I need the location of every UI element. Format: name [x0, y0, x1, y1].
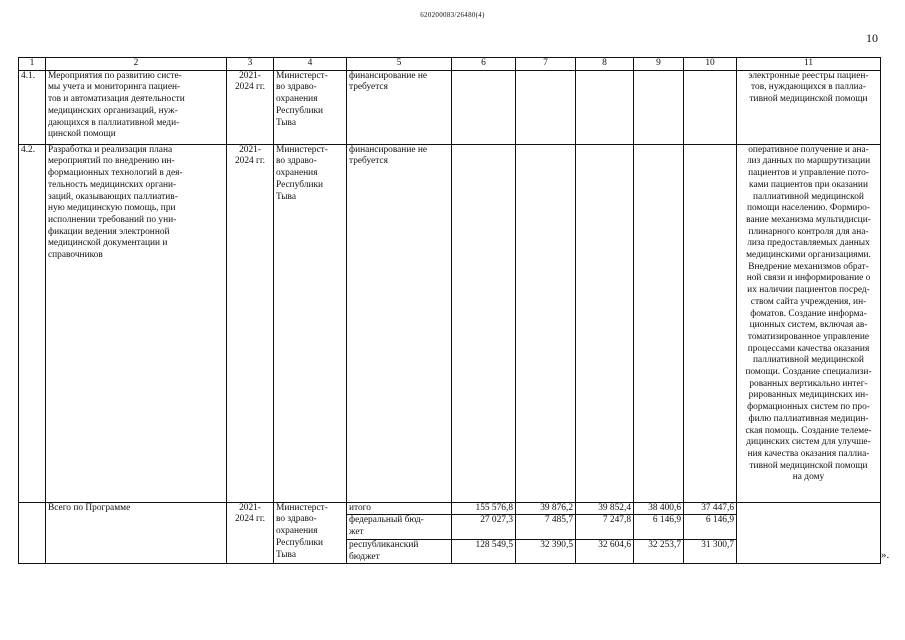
- value-cell: [634, 144, 684, 502]
- result-cell: [737, 502, 881, 564]
- value-cell: 6 146,9: [634, 515, 684, 539]
- closing-quote-mark: ».: [881, 549, 890, 561]
- result-cell: оперативное получение и ана- лиз данных по маршрутизации пациентов и управление пото- ками пациентов при оказании паллиативной медицинской помощи населению. Формиро- вание механизма мультидисци- плинарного контроля для ана- лиза предоставляемых данных медицинскими организациями. Внедрение механизмов обрат- ной связи и информирование о их наличии пациентов посред- ством сайта учреждения, ин- фоматов. Создание информа- ционных систем, включая ав- томатизированное управление процессами качества оказания паллиативной медицинской помощи. Создание специализи- рованных вертикально интег- рированных медицинских ин- формационных систем по про- филю паллиативная медицин- ская помощь. Создание телеме- дицинских систем для улучше- ния качества оказания паллиа- тивной медицинской помощи на дому: [737, 144, 881, 502]
- column-header: 9: [634, 58, 684, 71]
- page-number: 10: [866, 31, 878, 45]
- column-header: 3: [227, 58, 274, 71]
- value-cell: 6 146,9: [684, 515, 737, 539]
- value-cell: 38 400,6: [634, 502, 684, 515]
- activity-cell: Мероприятия по развитию систе- мы учета и мониторинга пациен- тов и автоматизация деятельности медицинских организаций, нуж- дающихся в паллиативной меди- цинской помощи: [46, 70, 227, 144]
- result-cell: электронные реестры пациен- тов, нуждающихся в паллиа- тивной медицинской помощи: [737, 70, 881, 144]
- value-cell: 39 876,2: [516, 502, 576, 515]
- period-cell: 2021- 2024 гг.: [227, 502, 274, 564]
- total-row: [19, 502, 881, 515]
- period-cell: 2021- 2024 гг.: [227, 144, 274, 502]
- table-header-row: [19, 58, 881, 71]
- source-cell: федеральный бюд- жет: [347, 515, 452, 539]
- source-cell: финансирование не требуется: [347, 144, 452, 502]
- value-cell: 7 485,7: [516, 515, 576, 539]
- table-row: [19, 70, 881, 144]
- value-cell: 32 390,5: [516, 539, 576, 563]
- column-header: 8: [576, 58, 634, 71]
- value-cell: [576, 70, 634, 144]
- value-cell: 39 852,4: [576, 502, 634, 515]
- row-number: 4.2.: [19, 144, 46, 502]
- column-header: 5: [347, 58, 452, 71]
- column-header: 4: [274, 58, 347, 71]
- total-label: Всего по Программе: [46, 502, 227, 564]
- row-number: 4.1.: [19, 70, 46, 144]
- column-header: 2: [46, 58, 227, 71]
- executor-cell: Министерст- во здраво- охранения Республики Тыва: [274, 144, 347, 502]
- value-cell: 128 549,5: [452, 539, 516, 563]
- activity-cell: Разработка и реализация плана мероприятий по внедрению ин- формационных технологий в дея- тельность медицинских органи- заций, оказывающих паллиатив- ную медицинскую помощь, при исполнении требований по уни- фикации ведения электронной медицинской документации и справочников: [46, 144, 227, 502]
- row-number: [19, 502, 46, 564]
- value-cell: [452, 70, 516, 144]
- column-header: 7: [516, 58, 576, 71]
- table-row: [19, 144, 881, 502]
- column-header: 6: [452, 58, 516, 71]
- value-cell: 32 253,7: [634, 539, 684, 563]
- value-cell: 155 576,8: [452, 502, 516, 515]
- executor-cell: Министерст- во здраво- охранения Республики Тыва: [274, 70, 347, 144]
- value-cell: [684, 70, 737, 144]
- value-cell: 31 300,7: [684, 539, 737, 563]
- value-cell: [452, 144, 516, 502]
- value-cell: 27 027,3: [452, 515, 516, 539]
- column-header: 11: [737, 58, 881, 71]
- source-cell: итого: [347, 502, 452, 515]
- value-cell: [634, 70, 684, 144]
- value-cell: [516, 70, 576, 144]
- period-cell: 2021- 2024 гг.: [227, 70, 274, 144]
- document-id: 620200083/26480(4): [420, 11, 485, 19]
- source-cell: республиканский бюджет: [347, 539, 452, 563]
- column-header: 1: [19, 58, 46, 71]
- value-cell: [576, 144, 634, 502]
- value-cell: 32 604,6: [576, 539, 634, 563]
- column-header: 10: [684, 58, 737, 71]
- value-cell: [684, 144, 737, 502]
- executor-cell: Министерст- во здраво- охранения Республики Тыва: [274, 502, 347, 564]
- value-cell: [516, 144, 576, 502]
- source-cell: финансирование не требуется: [347, 70, 452, 144]
- program-table: [18, 57, 881, 564]
- value-cell: 7 247,8: [576, 515, 634, 539]
- value-cell: 37 447,6: [684, 502, 737, 515]
